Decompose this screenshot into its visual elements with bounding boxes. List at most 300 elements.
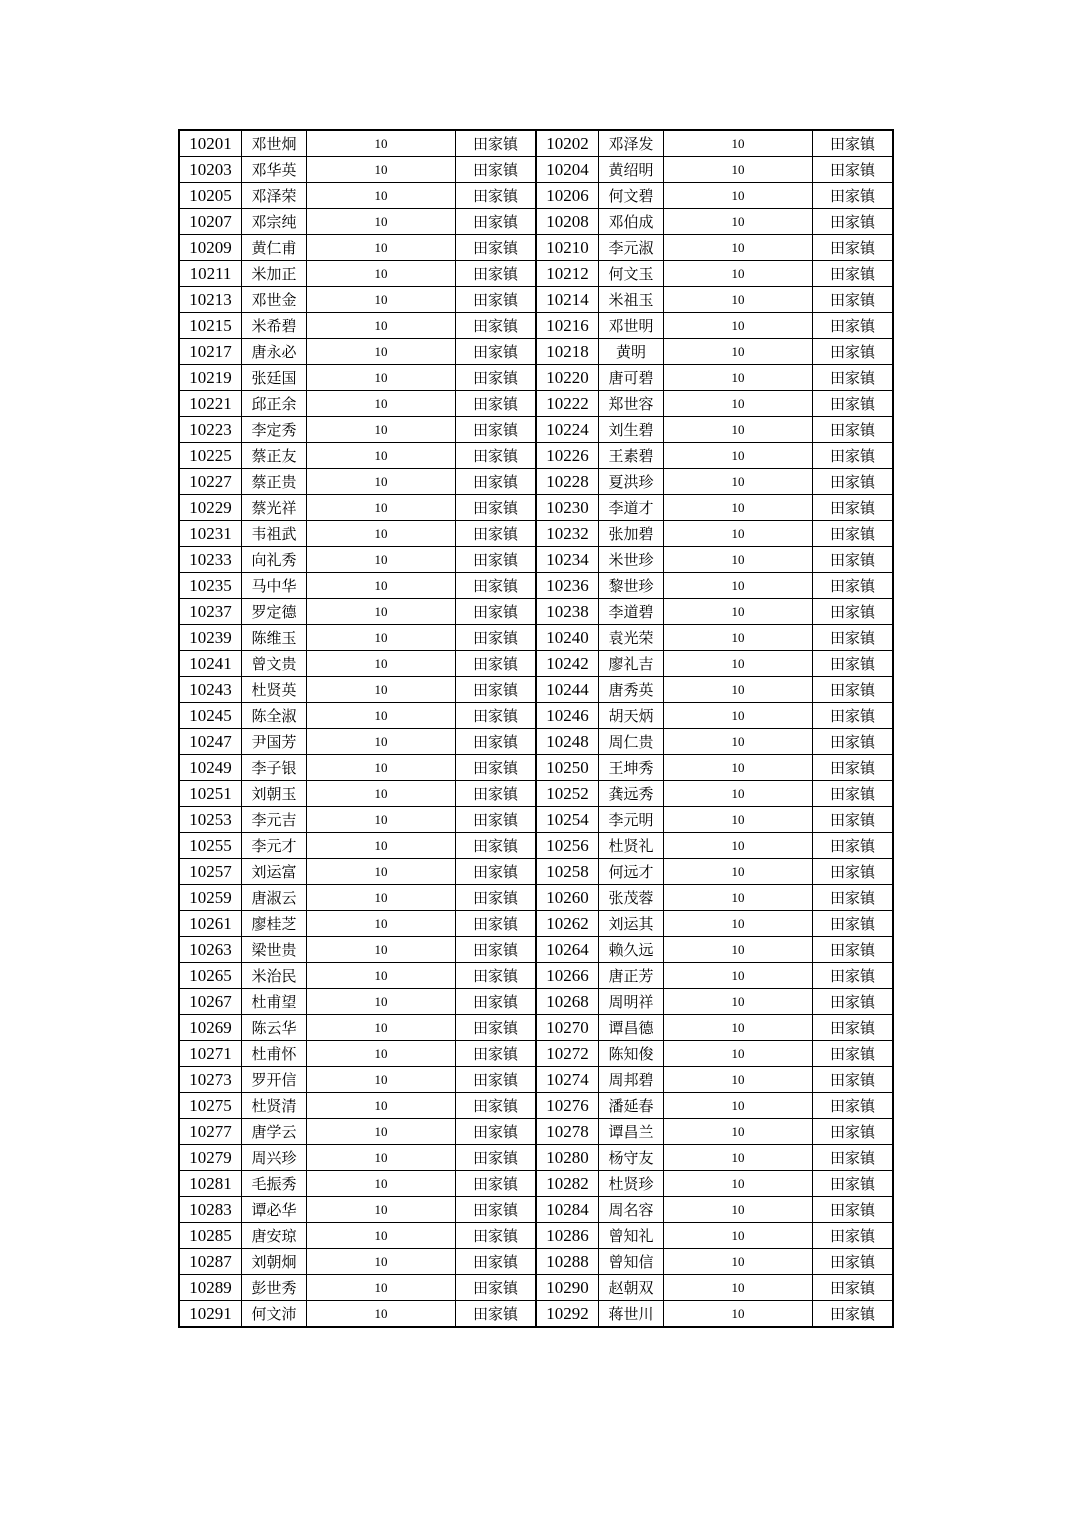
record-id-cell: 10214 <box>536 287 599 313</box>
person-name-cell: 邱正余 <box>242 391 307 417</box>
amount-cell: 10 <box>307 130 456 157</box>
record-id-cell: 10264 <box>536 937 599 963</box>
record-id-cell: 10287 <box>179 1249 242 1275</box>
amount-cell: 10 <box>307 1171 456 1197</box>
record-id-cell: 10265 <box>179 963 242 989</box>
person-name-cell: 邓宗纯 <box>242 209 307 235</box>
town-cell: 田家镇 <box>456 859 537 885</box>
amount-cell: 10 <box>307 963 456 989</box>
amount-cell: 10 <box>664 833 813 859</box>
record-id-cell: 10253 <box>179 807 242 833</box>
record-id-cell: 10223 <box>179 417 242 443</box>
record-id-cell: 10243 <box>179 677 242 703</box>
record-id-cell: 10280 <box>536 1145 599 1171</box>
person-name-cell: 杜甫望 <box>242 989 307 1015</box>
person-name-cell: 何文碧 <box>599 183 664 209</box>
record-id-cell: 10216 <box>536 313 599 339</box>
amount-cell: 10 <box>664 443 813 469</box>
amount-cell: 10 <box>664 339 813 365</box>
town-cell: 田家镇 <box>456 157 537 183</box>
record-id-cell: 10290 <box>536 1275 599 1301</box>
town-cell: 田家镇 <box>813 1093 894 1119</box>
town-cell: 田家镇 <box>813 807 894 833</box>
amount-cell: 10 <box>307 365 456 391</box>
town-cell: 田家镇 <box>813 443 894 469</box>
record-id-cell: 10268 <box>536 989 599 1015</box>
record-id-cell: 10231 <box>179 521 242 547</box>
record-id-cell: 10206 <box>536 183 599 209</box>
amount-cell: 10 <box>664 391 813 417</box>
town-cell: 田家镇 <box>813 313 894 339</box>
person-name-cell: 陈全淑 <box>242 703 307 729</box>
amount-cell: 10 <box>307 1223 456 1249</box>
person-name-cell: 罗开信 <box>242 1067 307 1093</box>
record-id-cell: 10205 <box>179 183 242 209</box>
town-cell: 田家镇 <box>813 1119 894 1145</box>
amount-cell: 10 <box>307 807 456 833</box>
town-cell: 田家镇 <box>813 755 894 781</box>
person-name-cell: 唐学云 <box>242 1119 307 1145</box>
town-cell: 田家镇 <box>456 547 537 573</box>
amount-cell: 10 <box>307 547 456 573</box>
record-id-cell: 10277 <box>179 1119 242 1145</box>
amount-cell: 10 <box>307 495 456 521</box>
person-name-cell: 张加碧 <box>599 521 664 547</box>
amount-cell: 10 <box>307 1067 456 1093</box>
person-name-cell: 李元明 <box>599 807 664 833</box>
table-row <box>179 755 893 781</box>
amount-cell: 10 <box>307 313 456 339</box>
amount-cell: 10 <box>307 989 456 1015</box>
town-cell: 田家镇 <box>456 755 537 781</box>
amount-cell: 10 <box>664 365 813 391</box>
amount-cell: 10 <box>664 651 813 677</box>
town-cell: 田家镇 <box>813 1301 894 1328</box>
town-cell: 田家镇 <box>813 157 894 183</box>
table-row <box>179 677 893 703</box>
table-row <box>179 937 893 963</box>
record-id-cell: 10219 <box>179 365 242 391</box>
town-cell: 田家镇 <box>456 365 537 391</box>
town-cell: 田家镇 <box>813 235 894 261</box>
town-cell: 田家镇 <box>813 261 894 287</box>
amount-cell: 10 <box>664 1223 813 1249</box>
amount-cell: 10 <box>307 521 456 547</box>
table-row <box>179 183 893 209</box>
town-cell: 田家镇 <box>456 807 537 833</box>
person-name-cell: 李定秀 <box>242 417 307 443</box>
record-id-cell: 10284 <box>536 1197 599 1223</box>
record-id-cell: 10285 <box>179 1223 242 1249</box>
person-name-cell: 邓世明 <box>599 313 664 339</box>
record-id-cell: 10209 <box>179 235 242 261</box>
amount-cell: 10 <box>307 183 456 209</box>
table-row <box>179 1067 893 1093</box>
town-cell: 田家镇 <box>456 599 537 625</box>
amount-cell: 10 <box>664 573 813 599</box>
person-name-cell: 马中华 <box>242 573 307 599</box>
amount-cell: 10 <box>664 495 813 521</box>
amount-cell: 10 <box>664 1015 813 1041</box>
table-row <box>179 1015 893 1041</box>
record-id-cell: 10215 <box>179 313 242 339</box>
amount-cell: 10 <box>307 443 456 469</box>
table-row <box>179 885 893 911</box>
town-cell: 田家镇 <box>813 1197 894 1223</box>
person-name-cell: 何文玉 <box>599 261 664 287</box>
town-cell: 田家镇 <box>456 235 537 261</box>
record-id-cell: 10251 <box>179 781 242 807</box>
person-name-cell: 邓泽荣 <box>242 183 307 209</box>
record-id-cell: 10244 <box>536 677 599 703</box>
record-id-cell: 10281 <box>179 1171 242 1197</box>
town-cell: 田家镇 <box>456 729 537 755</box>
town-cell: 田家镇 <box>813 469 894 495</box>
person-name-cell: 谭必华 <box>242 1197 307 1223</box>
person-name-cell: 米加正 <box>242 261 307 287</box>
amount-cell: 10 <box>307 677 456 703</box>
town-cell: 田家镇 <box>813 573 894 599</box>
roster-table-body <box>179 130 893 1327</box>
town-cell: 田家镇 <box>456 1301 537 1328</box>
amount-cell: 10 <box>664 1119 813 1145</box>
record-id-cell: 10210 <box>536 235 599 261</box>
amount-cell: 10 <box>664 1301 813 1328</box>
town-cell: 田家镇 <box>456 1015 537 1041</box>
amount-cell: 10 <box>307 417 456 443</box>
amount-cell: 10 <box>307 651 456 677</box>
person-name-cell: 杜甫怀 <box>242 1041 307 1067</box>
table-row <box>179 417 893 443</box>
town-cell: 田家镇 <box>813 729 894 755</box>
person-name-cell: 张廷国 <box>242 365 307 391</box>
record-id-cell: 10250 <box>536 755 599 781</box>
town-cell: 田家镇 <box>456 1275 537 1301</box>
amount-cell: 10 <box>307 911 456 937</box>
amount-cell: 10 <box>307 625 456 651</box>
town-cell: 田家镇 <box>456 1119 537 1145</box>
town-cell: 田家镇 <box>813 1145 894 1171</box>
person-name-cell: 李元吉 <box>242 807 307 833</box>
town-cell: 田家镇 <box>813 365 894 391</box>
record-id-cell: 10247 <box>179 729 242 755</box>
record-id-cell: 10279 <box>179 1145 242 1171</box>
amount-cell: 10 <box>664 703 813 729</box>
town-cell: 田家镇 <box>813 911 894 937</box>
town-cell: 田家镇 <box>813 1171 894 1197</box>
amount-cell: 10 <box>664 130 813 157</box>
person-name-cell: 尹国芳 <box>242 729 307 755</box>
table-row <box>179 1301 893 1328</box>
person-name-cell: 蔡正贵 <box>242 469 307 495</box>
person-name-cell: 米治民 <box>242 963 307 989</box>
person-name-cell: 米祖玉 <box>599 287 664 313</box>
record-id-cell: 10227 <box>179 469 242 495</box>
person-name-cell: 袁光荣 <box>599 625 664 651</box>
person-name-cell: 陈维玉 <box>242 625 307 651</box>
person-name-cell: 曾知信 <box>599 1249 664 1275</box>
person-name-cell: 毛振秀 <box>242 1171 307 1197</box>
record-id-cell: 10212 <box>536 261 599 287</box>
amount-cell: 10 <box>307 859 456 885</box>
amount-cell: 10 <box>664 963 813 989</box>
record-id-cell: 10292 <box>536 1301 599 1328</box>
table-row <box>179 235 893 261</box>
amount-cell: 10 <box>664 287 813 313</box>
amount-cell: 10 <box>664 755 813 781</box>
amount-cell: 10 <box>307 1119 456 1145</box>
town-cell: 田家镇 <box>456 1249 537 1275</box>
town-cell: 田家镇 <box>456 1093 537 1119</box>
town-cell: 田家镇 <box>813 183 894 209</box>
record-id-cell: 10230 <box>536 495 599 521</box>
table-row <box>179 781 893 807</box>
town-cell: 田家镇 <box>456 469 537 495</box>
record-id-cell: 10236 <box>536 573 599 599</box>
table-row <box>179 651 893 677</box>
person-name-cell: 刘运其 <box>599 911 664 937</box>
amount-cell: 10 <box>664 1041 813 1067</box>
person-name-cell: 周仁贵 <box>599 729 664 755</box>
table-row <box>179 209 893 235</box>
amount-cell: 10 <box>664 1197 813 1223</box>
record-id-cell: 10283 <box>179 1197 242 1223</box>
record-id-cell: 10232 <box>536 521 599 547</box>
person-name-cell: 李元才 <box>242 833 307 859</box>
person-name-cell: 米希碧 <box>242 313 307 339</box>
town-cell: 田家镇 <box>813 287 894 313</box>
person-name-cell: 杜贤礼 <box>599 833 664 859</box>
person-name-cell: 韦祖武 <box>242 521 307 547</box>
town-cell: 田家镇 <box>813 495 894 521</box>
record-id-cell: 10255 <box>179 833 242 859</box>
person-name-cell: 周名容 <box>599 1197 664 1223</box>
record-id-cell: 10241 <box>179 651 242 677</box>
table-row <box>179 287 893 313</box>
record-id-cell: 10289 <box>179 1275 242 1301</box>
person-name-cell: 杨守友 <box>599 1145 664 1171</box>
document-page <box>178 129 894 1328</box>
person-name-cell: 向礼秀 <box>242 547 307 573</box>
town-cell: 田家镇 <box>456 937 537 963</box>
record-id-cell: 10224 <box>536 417 599 443</box>
amount-cell: 10 <box>664 599 813 625</box>
record-id-cell: 10276 <box>536 1093 599 1119</box>
record-id-cell: 10278 <box>536 1119 599 1145</box>
amount-cell: 10 <box>664 625 813 651</box>
town-cell: 田家镇 <box>813 599 894 625</box>
record-id-cell: 10225 <box>179 443 242 469</box>
record-id-cell: 10267 <box>179 989 242 1015</box>
record-id-cell: 10228 <box>536 469 599 495</box>
table-row <box>179 391 893 417</box>
table-row <box>179 989 893 1015</box>
person-name-cell: 谭昌兰 <box>599 1119 664 1145</box>
town-cell: 田家镇 <box>813 859 894 885</box>
town-cell: 田家镇 <box>456 495 537 521</box>
amount-cell: 10 <box>307 1093 456 1119</box>
record-id-cell: 10254 <box>536 807 599 833</box>
person-name-cell: 黎世珍 <box>599 573 664 599</box>
record-id-cell: 10256 <box>536 833 599 859</box>
table-row <box>179 625 893 651</box>
amount-cell: 10 <box>307 833 456 859</box>
town-cell: 田家镇 <box>813 885 894 911</box>
table-row <box>179 261 893 287</box>
town-cell: 田家镇 <box>456 1067 537 1093</box>
amount-cell: 10 <box>664 521 813 547</box>
record-id-cell: 10249 <box>179 755 242 781</box>
amount-cell: 10 <box>664 911 813 937</box>
person-name-cell: 杜贤珍 <box>599 1171 664 1197</box>
table-row <box>179 1223 893 1249</box>
town-cell: 田家镇 <box>456 703 537 729</box>
table-row <box>179 911 893 937</box>
person-name-cell: 杜贤英 <box>242 677 307 703</box>
amount-cell: 10 <box>664 859 813 885</box>
person-name-cell: 唐安琼 <box>242 1223 307 1249</box>
town-cell: 田家镇 <box>813 1249 894 1275</box>
record-id-cell: 10239 <box>179 625 242 651</box>
table-row <box>179 833 893 859</box>
person-name-cell: 杜贤清 <box>242 1093 307 1119</box>
town-cell: 田家镇 <box>456 573 537 599</box>
town-cell: 田家镇 <box>456 677 537 703</box>
record-id-cell: 10259 <box>179 885 242 911</box>
town-cell: 田家镇 <box>813 677 894 703</box>
person-name-cell: 邓世金 <box>242 287 307 313</box>
person-name-cell: 邓华英 <box>242 157 307 183</box>
town-cell: 田家镇 <box>456 417 537 443</box>
town-cell: 田家镇 <box>456 287 537 313</box>
amount-cell: 10 <box>664 1093 813 1119</box>
town-cell: 田家镇 <box>456 209 537 235</box>
town-cell: 田家镇 <box>813 339 894 365</box>
amount-cell: 10 <box>307 1275 456 1301</box>
person-name-cell: 邓泽发 <box>599 130 664 157</box>
amount-cell: 10 <box>307 781 456 807</box>
table-row <box>179 365 893 391</box>
town-cell: 田家镇 <box>813 989 894 1015</box>
record-id-cell: 10260 <box>536 885 599 911</box>
record-id-cell: 10257 <box>179 859 242 885</box>
person-name-cell: 刘朝玉 <box>242 781 307 807</box>
person-name-cell: 刘朝炯 <box>242 1249 307 1275</box>
table-row <box>179 547 893 573</box>
table-row <box>179 1119 893 1145</box>
town-cell: 田家镇 <box>456 1171 537 1197</box>
amount-cell: 10 <box>307 469 456 495</box>
table-row <box>179 599 893 625</box>
person-name-cell: 何文沛 <box>242 1301 307 1328</box>
record-id-cell: 10272 <box>536 1041 599 1067</box>
town-cell: 田家镇 <box>813 417 894 443</box>
person-name-cell: 赖久远 <box>599 937 664 963</box>
person-name-cell: 龚远秀 <box>599 781 664 807</box>
town-cell: 田家镇 <box>813 391 894 417</box>
amount-cell: 10 <box>664 677 813 703</box>
record-id-cell: 10286 <box>536 1223 599 1249</box>
record-id-cell: 10234 <box>536 547 599 573</box>
town-cell: 田家镇 <box>456 989 537 1015</box>
person-name-cell: 曾知礼 <box>599 1223 664 1249</box>
amount-cell: 10 <box>664 1145 813 1171</box>
person-name-cell: 邓世炯 <box>242 130 307 157</box>
amount-cell: 10 <box>664 781 813 807</box>
person-name-cell: 唐正芳 <box>599 963 664 989</box>
person-name-cell: 李道才 <box>599 495 664 521</box>
town-cell: 田家镇 <box>456 1145 537 1171</box>
amount-cell: 10 <box>664 1275 813 1301</box>
amount-cell: 10 <box>307 755 456 781</box>
amount-cell: 10 <box>307 235 456 261</box>
town-cell: 田家镇 <box>813 703 894 729</box>
town-cell: 田家镇 <box>813 937 894 963</box>
person-name-cell: 黄仁甫 <box>242 235 307 261</box>
person-name-cell: 唐永必 <box>242 339 307 365</box>
amount-cell: 10 <box>664 807 813 833</box>
person-name-cell: 蒋世川 <box>599 1301 664 1328</box>
person-name-cell: 郑世容 <box>599 391 664 417</box>
record-id-cell: 10245 <box>179 703 242 729</box>
person-name-cell: 王坤秀 <box>599 755 664 781</box>
town-cell: 田家镇 <box>456 781 537 807</box>
record-id-cell: 10246 <box>536 703 599 729</box>
person-name-cell: 周兴珍 <box>242 1145 307 1171</box>
amount-cell: 10 <box>307 209 456 235</box>
person-name-cell: 蔡正友 <box>242 443 307 469</box>
amount-cell: 10 <box>307 157 456 183</box>
person-name-cell: 唐可碧 <box>599 365 664 391</box>
table-row <box>179 573 893 599</box>
town-cell: 田家镇 <box>813 1067 894 1093</box>
town-cell: 田家镇 <box>456 130 537 157</box>
town-cell: 田家镇 <box>813 781 894 807</box>
record-id-cell: 10252 <box>536 781 599 807</box>
person-name-cell: 李子银 <box>242 755 307 781</box>
table-row <box>179 1197 893 1223</box>
table-row <box>179 807 893 833</box>
town-cell: 田家镇 <box>813 1015 894 1041</box>
town-cell: 田家镇 <box>456 1223 537 1249</box>
record-id-cell: 10213 <box>179 287 242 313</box>
table-row <box>179 469 893 495</box>
record-id-cell: 10258 <box>536 859 599 885</box>
town-cell: 田家镇 <box>456 833 537 859</box>
table-row <box>179 1249 893 1275</box>
amount-cell: 10 <box>664 313 813 339</box>
amount-cell: 10 <box>307 261 456 287</box>
town-cell: 田家镇 <box>456 261 537 287</box>
record-id-cell: 10220 <box>536 365 599 391</box>
person-name-cell: 夏洪珍 <box>599 469 664 495</box>
person-name-cell: 唐淑云 <box>242 885 307 911</box>
person-name-cell: 潘延春 <box>599 1093 664 1119</box>
amount-cell: 10 <box>664 1171 813 1197</box>
record-id-cell: 10204 <box>536 157 599 183</box>
record-id-cell: 10270 <box>536 1015 599 1041</box>
amount-cell: 10 <box>307 1301 456 1328</box>
amount-cell: 10 <box>307 885 456 911</box>
record-id-cell: 10207 <box>179 209 242 235</box>
record-id-cell: 10248 <box>536 729 599 755</box>
amount-cell: 10 <box>664 469 813 495</box>
amount-cell: 10 <box>664 209 813 235</box>
town-cell: 田家镇 <box>813 1275 894 1301</box>
table-row <box>179 521 893 547</box>
person-name-cell: 李元淑 <box>599 235 664 261</box>
person-name-cell: 赵朝双 <box>599 1275 664 1301</box>
